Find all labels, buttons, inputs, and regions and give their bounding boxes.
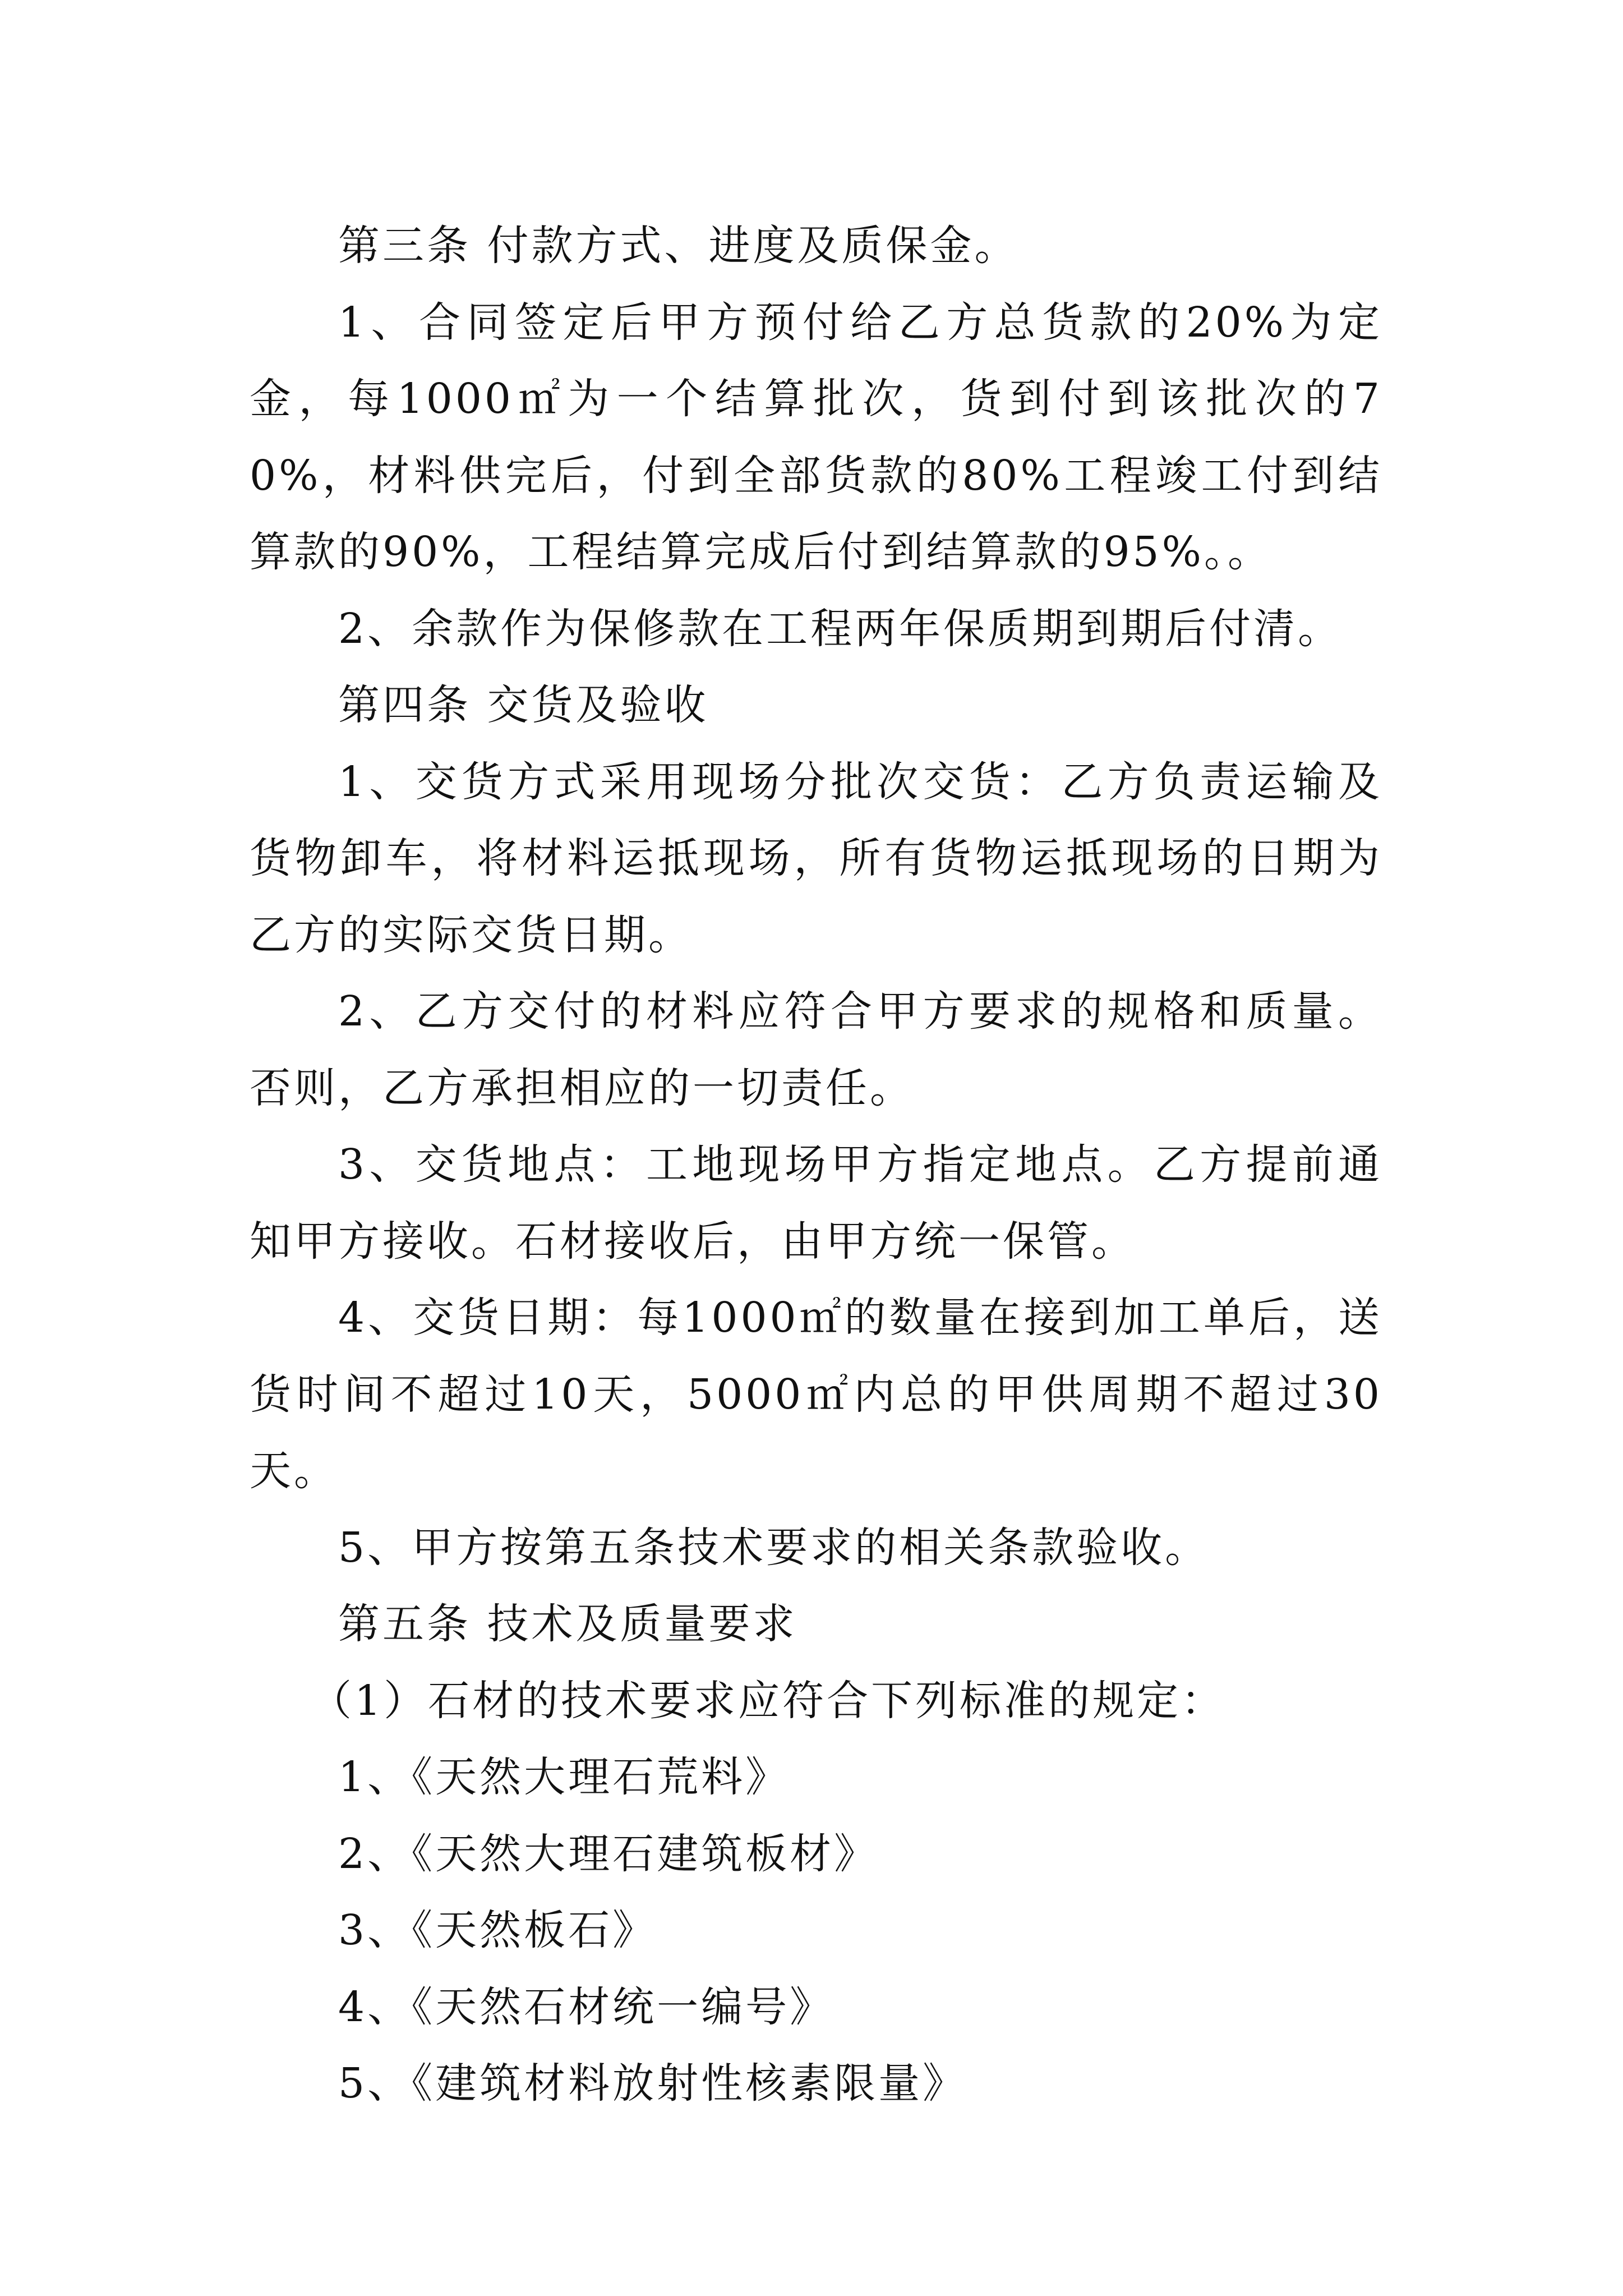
article-4-paragraph-3: 3、交货地点：工地现场甲方指定地点。乙方提前通知甲方接收。石材接收后，由甲方统一保管。	[250, 1140, 1382, 1266]
article-3-title: 第三条 付款方式、进度及质保金。	[338, 222, 1019, 270]
article-5-intro: （1）石材的技术要求应符合下列标准的规定：	[310, 1676, 1226, 1725]
article-4-paragraph-2: 2、乙方交付的材料应符合甲方要求的规格和质量。否则，乙方承担相应的一切责任。	[250, 987, 1382, 1112]
article-5-title: 第五条 技术及质量要求	[338, 1600, 797, 1648]
article-4-title: 第四条 交货及验收	[338, 681, 709, 729]
article-3-paragraph-2: 2、余款作为保修款在工程两年保质期到期后付清。	[338, 604, 1343, 653]
article-4-paragraph-5: 5、甲方按第五条技术要求的相关条款验收。	[338, 1523, 1210, 1572]
standard-item: 1、《天然大理石荒料》	[338, 1753, 790, 1801]
standard-item: 3、《天然板石》	[338, 1906, 657, 1954]
standard-item: 4、《天然石材统一编号》	[338, 1982, 834, 2031]
standard-item: 5、《建筑材料放射性核素限量》	[338, 2059, 967, 2108]
document-body	[250, 208, 1382, 2122]
article-4-paragraph-4: 4、交货日期：每1000㎡的数量在接到加工单后，送货时间不超过10天，5000㎡内总的甲供周期不超过30天。	[250, 1294, 1382, 1495]
article-4-paragraph-1: 1、交货方式采用现场分批次交货：乙方负责运输及货物卸车，将材料运抵现场，所有货物运抵现场的日期为乙方的实际交货日期。	[250, 757, 1382, 959]
article-3-paragraph-1: 1、合同签定后甲方预付给乙方总货款的20%为定金，每1000㎡为一个结算批次，货到付到该批次的70%，材料供完后，付到全部货款的80%工程竣工付到结算款的90%，工程结算完成后付到结算款的95%。。	[250, 298, 1382, 576]
standard-item: 2、《天然大理石建筑板材》	[338, 1829, 879, 1878]
